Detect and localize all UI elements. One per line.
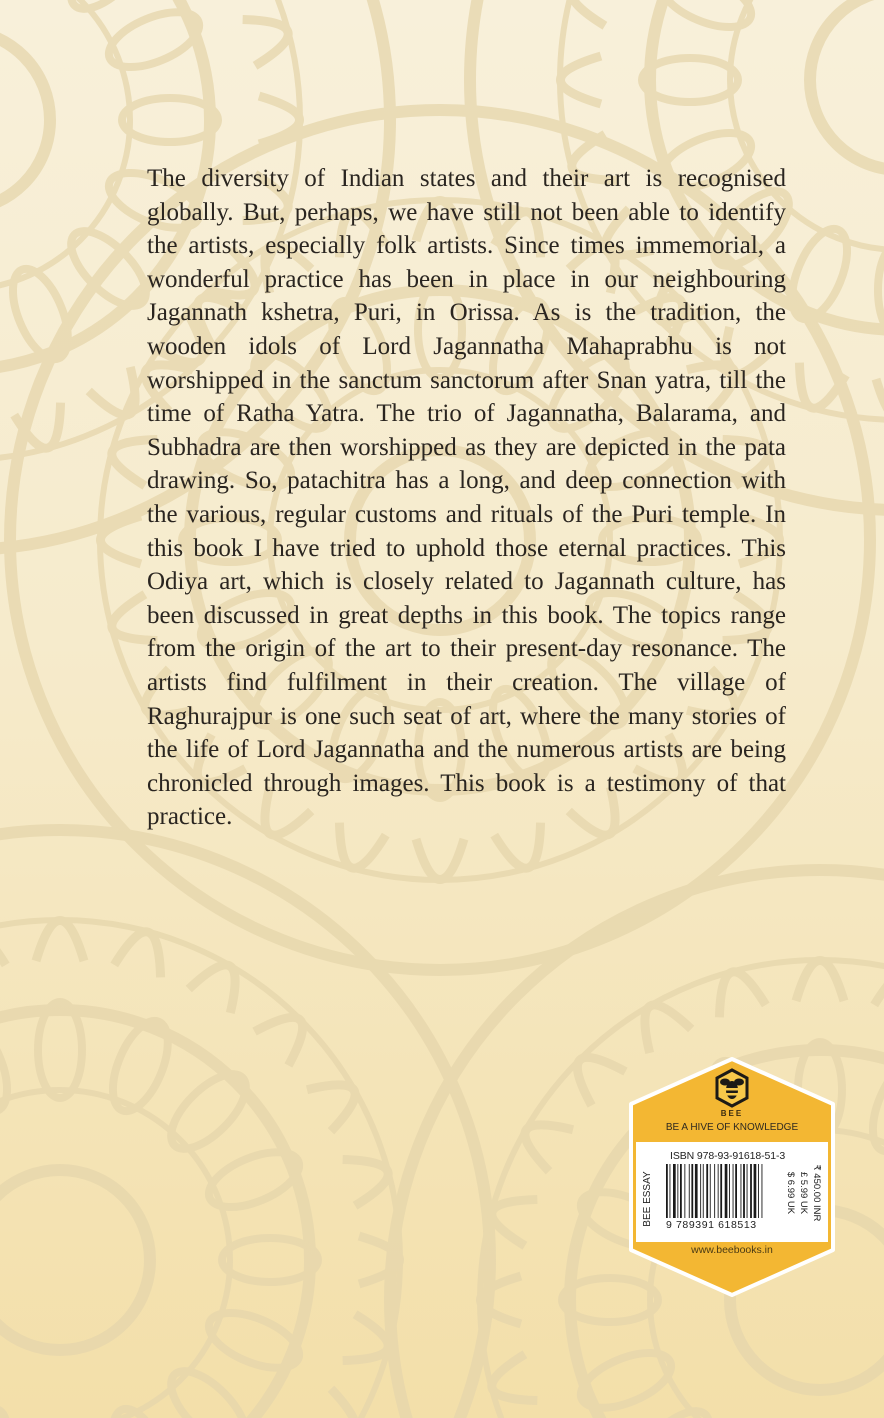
mandala-leaf xyxy=(416,839,464,879)
mandala-leaf xyxy=(189,965,235,1013)
barcode-bar xyxy=(700,1164,701,1218)
mandala-leaf xyxy=(307,1085,355,1131)
mandala-leaf xyxy=(525,1125,573,1171)
mandala-leaf xyxy=(876,379,884,419)
barcode-bar xyxy=(741,1164,742,1218)
genre-label: BEE ESSAY xyxy=(642,1171,653,1227)
barcode-bar xyxy=(758,1164,759,1218)
publisher-tagline: BE A HIVE OF KNOWLEDGE xyxy=(665,1122,799,1133)
barcode-bar xyxy=(673,1164,676,1218)
barcode-digits: 9 789391 618513 xyxy=(666,1219,757,1231)
barcode-bar xyxy=(691,1164,693,1218)
barcode-bar xyxy=(714,1164,715,1218)
mandala-ring xyxy=(0,1090,230,1418)
barcode-bar xyxy=(684,1164,685,1218)
mandala-leaf xyxy=(343,1314,389,1360)
barcode-bar xyxy=(735,1164,737,1218)
publisher-badge xyxy=(628,1056,836,1298)
mandala-petal xyxy=(201,1302,307,1379)
mandala-petal xyxy=(781,221,858,327)
mandala-petal xyxy=(102,1013,179,1119)
publisher-website: www.beebooks.in xyxy=(691,1244,773,1256)
back-cover-blurb: The diversity of Indian states and their art is recognised globally. But, perhaps, we have still not been able to identify the artists, especially folk artists. Since times immemorial, a wonderful practice has been in place in our neighbouring Jagannath kshetra, Puri, in Orissa. As is the tradition, the wooden idols of Lord Jagannatha Mahaprabhu is not worshipped in the sanctum sanctorum after Snan yatra, till the time of Ratha Yatra. The trio of Jagannatha, Balarama, and Subhadra are then worshipped as they are depicted in the pata drawing. So, patachitra has a long, and deep connection with the various, regular customs and rituals of the Puri temple. In this book I have tried to uphold those eternal practices. This Odiya art, which is closely related to Jagannath culture, has been discussed in great depths in this book. The topics range from the origin of the art to their present-day resonance. The artists find fulfilment in their creation. The village of Raghurajpur is one such seat of art, where the many stories of the life of Lord Jagannatha and the numerous artists are being chronicled through images. This book is a testimony of that practice. xyxy=(147,165,786,831)
mandala-leaf xyxy=(255,1017,303,1065)
mandala-petal xyxy=(159,1359,258,1418)
mandala-petal xyxy=(222,1238,318,1282)
mandala-petal xyxy=(38,1002,82,1098)
mandala-petal xyxy=(573,1342,679,1418)
isbn-label: ISBN 978-93-91618-51-3 xyxy=(670,1150,786,1162)
price-list: ₹ 450.00 INR £ 5.99 UK $ 6.99 UK xyxy=(785,1164,822,1222)
mandala-leaf xyxy=(572,0,618,26)
mandala-leaf xyxy=(796,960,844,1000)
barcode-bar xyxy=(689,1164,690,1218)
barcode xyxy=(664,1164,768,1220)
barcode-bar xyxy=(710,1164,711,1218)
barcode-bar xyxy=(677,1164,678,1218)
mandala-petal xyxy=(159,1062,258,1161)
barcode-bar xyxy=(703,1164,704,1218)
mandala-leaf xyxy=(307,1389,355,1418)
barcode-bar xyxy=(718,1164,719,1218)
mandala-petal xyxy=(642,58,738,102)
mandala-leaf xyxy=(560,56,600,104)
barcode-bar xyxy=(725,1164,728,1218)
mandala-petal xyxy=(2,261,79,367)
barcode-panel xyxy=(636,1142,828,1242)
barcode-bar xyxy=(695,1164,698,1218)
barcode-bar xyxy=(743,1164,745,1218)
mandala-leaf xyxy=(0,932,6,978)
mandala-leaf xyxy=(719,972,765,1018)
mandala-leaf xyxy=(645,1005,691,1053)
barcode-bar xyxy=(680,1164,682,1218)
mandala-leaf xyxy=(577,1057,625,1105)
barcode-bar xyxy=(747,1164,748,1218)
mandala-ring xyxy=(0,1010,310,1418)
barcode-bar xyxy=(666,1164,668,1218)
mandala-leaf xyxy=(243,19,289,65)
mandala-leaf xyxy=(874,972,884,1018)
barcode-bar xyxy=(720,1164,722,1218)
barcode-bar xyxy=(729,1164,730,1218)
barcode-bar xyxy=(762,1164,763,1218)
publisher-brand: BEE xyxy=(720,1109,744,1118)
mandala-petal xyxy=(0,1013,18,1119)
mandala-ring xyxy=(0,30,50,210)
barcode-bar xyxy=(750,1164,752,1218)
barcode-bar xyxy=(670,1164,671,1218)
mandala-petal xyxy=(122,98,218,142)
mandala-leaf xyxy=(492,1199,538,1245)
barcode-bar xyxy=(706,1164,708,1218)
mandala-leaf xyxy=(492,1354,538,1400)
mandala-ring xyxy=(0,1170,150,1350)
mandala-petal xyxy=(101,1,207,78)
mandala-petal xyxy=(0,1401,18,1418)
mandala-petal xyxy=(201,1141,307,1218)
mandala-leaf xyxy=(114,932,160,978)
mandala-leaf xyxy=(36,920,84,960)
barcode-bar xyxy=(733,1164,734,1218)
mandala-leaf xyxy=(343,1159,389,1205)
barcode-bar xyxy=(754,1164,757,1218)
bee-logo-icon xyxy=(714,1068,750,1108)
mandala-ring xyxy=(810,0,884,170)
